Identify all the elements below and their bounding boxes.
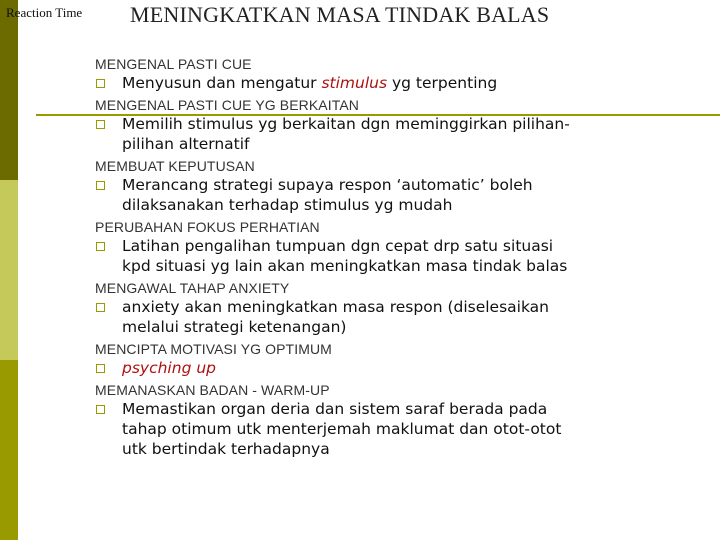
bullet-text-line: Memilih stimulus yg berkaitan dgn meminggirkan pilihan- (122, 115, 570, 133)
square-bullet-icon (96, 181, 105, 190)
sidebar-segment-mid (0, 360, 18, 540)
section-heading: MENCIPTA MOTIVASI YG OPTIMUM (95, 341, 332, 357)
square-bullet-icon (96, 120, 105, 129)
section-heading: MENGENAL PASTI CUE (95, 56, 252, 72)
bullet-text-line: pilihan alternatif (122, 135, 250, 153)
bullet-point (95, 358, 695, 378)
slide-title: MENINGKATKAN MASA TINDAK BALAS (130, 2, 550, 27)
section-heading: MEMBUAT KEPUTUSAN (95, 158, 255, 174)
square-bullet-icon (96, 242, 105, 251)
bullet-point (95, 236, 695, 276)
section-heading: MEMANASKAN BADAN - WARM-UP (95, 382, 330, 398)
emphasis-text: stimulus (321, 74, 388, 92)
bullet-text-line: Merancang strategi supaya respon ‘automatic’ boleh (122, 176, 533, 194)
bullet-text-line: Latihan pengalihan tumpuan dgn cepat drp satu situasi (122, 237, 554, 255)
sidebar-segment-dark (0, 0, 18, 180)
square-bullet-icon (96, 79, 105, 88)
square-bullet-icon (96, 364, 105, 373)
bullet-point (95, 73, 695, 93)
bullet-text: Menyusun dan mengatur (122, 74, 322, 92)
square-bullet-icon (96, 303, 105, 312)
bullet-point (95, 297, 695, 337)
bullet-text-line: tahap otimum utk menterjemah maklumat dan otot-otot (122, 420, 562, 438)
emphasis-text: psyching up (122, 359, 216, 377)
corner-label: Reaction Time (6, 5, 83, 20)
bullet-text-line: melalui strategi ketenangan) (122, 318, 347, 336)
bullet-text-line: Memastikan organ deria dan sistem saraf berada pada (122, 400, 548, 418)
sidebar-segment-light (0, 180, 18, 360)
sidebar-decoration (0, 0, 18, 540)
bullet-point (95, 114, 695, 154)
bullet-text-line: kpd situasi yg lain akan meningkatkan masa tindak balas (122, 257, 568, 275)
bullet-text: yg terpenting (387, 74, 498, 92)
slide-content (95, 53, 695, 462)
bullet-text-line: anxiety akan meningkatkan masa respon (diselesaikan (122, 298, 549, 316)
section-heading: MENGENAL PASTI CUE YG BERKAITAN (95, 97, 359, 113)
section-heading: MENGAWAL TAHAP ANXIETY (95, 280, 290, 296)
bullet-text-line: dilaksanakan terhadap stimulus yg mudah (122, 196, 453, 214)
bullet-point (95, 399, 695, 459)
bullet-text-line: utk bertindak terhadapnya (122, 440, 330, 458)
square-bullet-icon (96, 405, 105, 414)
section-heading: PERUBAHAN FOKUS PERHATIAN (95, 219, 320, 235)
bullet-point (95, 175, 695, 215)
